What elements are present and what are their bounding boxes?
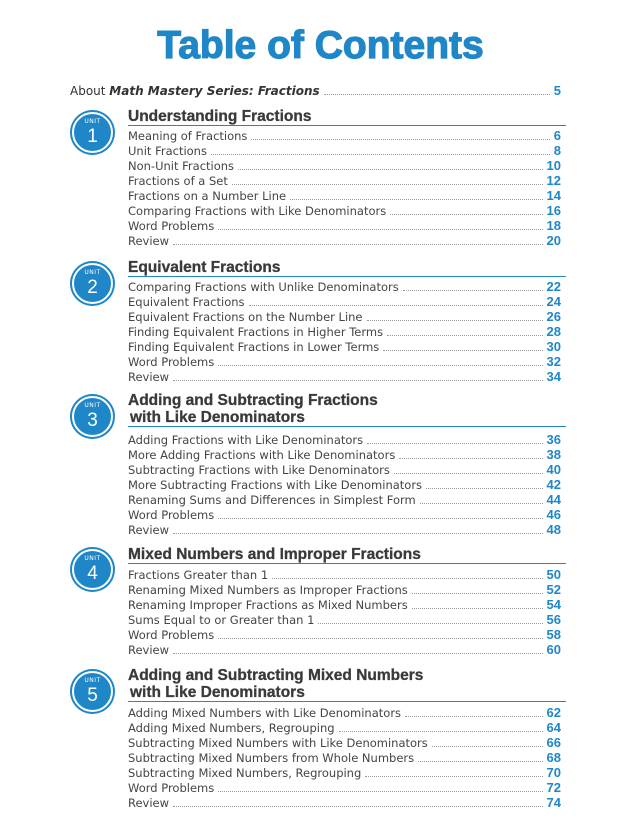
toc-page-number: 14 (546, 188, 561, 203)
toc-entry-label: Review (128, 234, 170, 248)
dot-leader (387, 335, 542, 336)
toc-page-number: 36 (546, 432, 561, 447)
unit-badge-label: UNIT (84, 677, 101, 684)
toc-page-number: 5 (553, 83, 561, 98)
toc-page-number: 18 (546, 218, 561, 233)
toc-page-number: 26 (546, 309, 561, 324)
toc-entry[interactable] (128, 432, 561, 447)
toc-entry[interactable] (128, 128, 561, 143)
unit-1-entries (128, 128, 561, 248)
unit-3-entries (128, 432, 561, 537)
toc-page-number: 62 (546, 705, 561, 720)
toc-entry[interactable] (128, 795, 561, 810)
toc-entry[interactable] (128, 143, 561, 158)
toc-page-number: 16 (546, 203, 561, 218)
toc-entry-label: Unit Fractions (128, 144, 207, 158)
toc-entry-label: More Subtracting Fractions with Like Denominators (128, 478, 423, 492)
dot-leader (173, 653, 543, 654)
unit-title-line: with Like Denominators (130, 409, 305, 426)
toc-entry[interactable] (128, 627, 561, 642)
dot-leader (412, 593, 543, 594)
toc-page-number: 6 (553, 128, 561, 143)
toc-entry[interactable] (128, 369, 561, 384)
toc-page-number: 34 (546, 369, 561, 384)
toc-entry-about[interactable] (70, 83, 561, 98)
toc-entry-label: Adding Mixed Numbers with Like Denominators (128, 706, 402, 720)
toc-entry[interactable] (128, 597, 561, 612)
toc-page-number: 44 (546, 492, 561, 507)
unit-badge-number: 2 (87, 277, 98, 298)
toc-page-number: 42 (546, 477, 561, 492)
toc-page-number: 66 (546, 735, 561, 750)
unit-badge-label: UNIT (84, 402, 101, 409)
dot-leader (405, 716, 542, 717)
unit-title-line: Understanding Fractions (128, 108, 312, 125)
toc-page-number: 40 (546, 462, 561, 477)
dot-leader (238, 169, 542, 170)
toc-entry-label: Comparing Fractions with Like Denominators (128, 204, 387, 218)
dot-leader (249, 305, 543, 306)
toc-entry-label: Sums Equal to or Greater than 1 (128, 613, 315, 627)
dot-leader (251, 139, 549, 140)
toc-page-number: 30 (546, 339, 561, 354)
toc-entry-label: Meaning of Fractions (128, 129, 248, 143)
dot-leader (173, 533, 543, 534)
dot-leader (218, 365, 542, 366)
dot-leader (399, 458, 542, 459)
toc-entry[interactable] (128, 339, 561, 354)
toc-entry-label: Fractions Greater than 1 (128, 568, 269, 582)
toc-page-number: 24 (546, 294, 561, 309)
unit-1-title[interactable] (128, 108, 566, 126)
toc-entry-label (70, 84, 320, 98)
toc-page-number: 72 (546, 780, 561, 795)
dot-leader (383, 350, 542, 351)
toc-page-number: 32 (546, 354, 561, 369)
toc-entry[interactable] (128, 477, 561, 492)
dot-leader (394, 473, 543, 474)
unit-2-title[interactable] (128, 259, 566, 277)
toc-entry-label: Adding Fractions with Like Denominators (128, 433, 364, 447)
dot-leader (173, 806, 543, 807)
dot-leader (432, 746, 543, 747)
toc-entry-label: Adding Mixed Numbers, Regrouping (128, 721, 335, 735)
toc-entry[interactable] (128, 705, 561, 720)
toc-entry[interactable] (128, 354, 561, 369)
dot-leader (367, 443, 542, 444)
unit-2-entries (128, 279, 561, 384)
page-title: Table of Contents (157, 24, 484, 67)
unit-title-line: Adding and Subtracting Mixed Numbers (128, 667, 424, 684)
unit-3-badge (72, 396, 113, 437)
toc-entry-label: Fractions on a Number Line (128, 189, 287, 203)
toc-entry-label: Renaming Mixed Numbers as Improper Fractions (128, 583, 408, 597)
toc-entry[interactable] (128, 203, 561, 218)
toc-page-number: 64 (546, 720, 561, 735)
toc-entry-label: Equivalent Fractions (128, 295, 245, 309)
toc-page-number: 48 (546, 522, 561, 537)
toc-page-number: 56 (546, 612, 561, 627)
dot-leader (272, 578, 542, 579)
toc-entry[interactable] (128, 720, 561, 735)
toc-entry[interactable] (128, 522, 561, 537)
toc-entry[interactable] (128, 567, 561, 582)
dot-leader (173, 380, 543, 381)
toc-page-number: 22 (546, 279, 561, 294)
unit-2-badge (72, 263, 113, 304)
about-series-title: Math Mastery Series: Fractions (109, 84, 320, 98)
unit-4-badge (72, 549, 113, 590)
toc-entry-label: Subtracting Fractions with Like Denominators (128, 463, 390, 477)
toc-entry[interactable] (128, 279, 561, 294)
toc-page-number: 74 (546, 795, 561, 810)
toc-page-number: 28 (546, 324, 561, 339)
toc-entry-label: Comparing Fractions with Unlike Denominators (128, 280, 399, 294)
toc-entry[interactable] (128, 642, 561, 657)
toc-entry-label: Renaming Improper Fractions as Mixed Numbers (128, 598, 408, 612)
unit-badge-label: UNIT (84, 555, 101, 562)
dot-leader (218, 638, 542, 639)
toc-entry[interactable] (128, 507, 561, 522)
dot-leader (232, 184, 543, 185)
unit-badge-number: 1 (87, 126, 98, 147)
toc-page-number: 10 (546, 158, 561, 173)
toc-entry[interactable] (128, 765, 561, 780)
toc-entry[interactable] (128, 462, 561, 477)
toc-entry-label: Subtracting Mixed Numbers from Whole Numbers (128, 751, 415, 765)
dot-leader (339, 731, 543, 732)
toc-entry-label: Finding Equivalent Fractions in Lower Terms (128, 340, 380, 354)
toc-entry-label: Finding Equivalent Fractions in Higher Terms (128, 325, 384, 339)
toc-entry-label: Review (128, 796, 170, 810)
dot-leader (365, 776, 542, 777)
toc-entry-label: Renaming Sums and Differences in Simplest Form (128, 493, 416, 507)
toc-entry[interactable] (128, 735, 561, 750)
unit-3-title[interactable] (128, 392, 566, 427)
toc-page-number: 54 (546, 597, 561, 612)
dot-leader (418, 761, 542, 762)
toc-entry[interactable] (128, 188, 561, 203)
unit-title-line: Equivalent Fractions (128, 259, 281, 276)
toc-entry-label: Fractions of a Set (128, 174, 228, 188)
toc-entry-label: More Adding Fractions with Like Denominators (128, 448, 396, 462)
dot-leader (218, 791, 542, 792)
unit-5-entries (128, 705, 561, 810)
dot-leader (218, 229, 542, 230)
unit-badge-label: UNIT (84, 269, 101, 276)
unit-title-line: Adding and Subtracting Fractions (128, 392, 378, 409)
toc-entry-label: Word Problems (128, 355, 215, 369)
toc-entry-label: Equivalent Fractions on the Number Line (128, 310, 363, 324)
dot-leader (412, 608, 543, 609)
toc-entry[interactable] (128, 492, 561, 507)
toc-entry-label: Word Problems (128, 508, 215, 522)
dot-leader (324, 94, 550, 95)
toc-entry[interactable] (128, 447, 561, 462)
toc-page-number: 70 (546, 765, 561, 780)
toc-entry[interactable] (128, 750, 561, 765)
dot-leader (318, 623, 542, 624)
toc-page-number: 50 (546, 567, 561, 582)
unit-badge-label: UNIT (84, 118, 101, 125)
toc-page-number: 8 (553, 143, 561, 158)
dot-leader (173, 244, 543, 245)
unit-badge-number: 5 (87, 685, 98, 706)
toc-entry-label: Word Problems (128, 781, 215, 795)
toc-page-number: 52 (546, 582, 561, 597)
toc-page-number: 20 (546, 233, 561, 248)
toc-entry-label: Review (128, 643, 170, 657)
unit-title-line: Mixed Numbers and Improper Fractions (128, 546, 421, 563)
dot-leader (290, 199, 542, 200)
dot-leader (426, 488, 542, 489)
toc-entry[interactable] (128, 309, 561, 324)
toc-entry[interactable] (128, 173, 561, 188)
toc-entry[interactable] (128, 158, 561, 173)
toc-page-number: 12 (546, 173, 561, 188)
toc-entry[interactable] (128, 294, 561, 309)
dot-leader (403, 290, 543, 291)
toc-page-number: 68 (546, 750, 561, 765)
toc-entry-label: Non-Unit Fractions (128, 159, 235, 173)
toc-page-number: 38 (546, 447, 561, 462)
toc-entry-label: Subtracting Mixed Numbers, Regrouping (128, 766, 362, 780)
toc-page-number: 58 (546, 627, 561, 642)
dot-leader (211, 154, 550, 155)
toc-entry[interactable] (128, 233, 561, 248)
toc-page-number: 46 (546, 507, 561, 522)
toc-entry-label: Review (128, 370, 170, 384)
dot-leader (390, 214, 542, 215)
toc-entry[interactable] (128, 582, 561, 597)
dot-leader (367, 320, 543, 321)
toc-entry[interactable] (128, 780, 561, 795)
toc-entry-label: Word Problems (128, 628, 215, 642)
toc-entry[interactable] (128, 218, 561, 233)
toc-entry-label: Subtracting Mixed Numbers with Like Denominators (128, 736, 428, 750)
unit-5-badge (72, 671, 113, 712)
dot-leader (218, 518, 542, 519)
unit-4-title[interactable] (128, 546, 566, 564)
dot-leader (420, 503, 543, 504)
toc-entry[interactable] (128, 612, 561, 627)
unit-badge-number: 3 (87, 410, 98, 431)
unit-1-badge (72, 112, 113, 153)
unit-badge-number: 4 (87, 563, 98, 584)
toc-page-number: 60 (546, 642, 561, 657)
toc-entry[interactable] (128, 324, 561, 339)
unit-title-line: with Like Denominators (130, 684, 305, 701)
unit-5-title[interactable] (128, 667, 566, 702)
toc-entry-label: Review (128, 523, 170, 537)
about-prefix: About (70, 84, 110, 98)
toc-entry-label: Word Problems (128, 219, 215, 233)
unit-4-entries (128, 567, 561, 657)
